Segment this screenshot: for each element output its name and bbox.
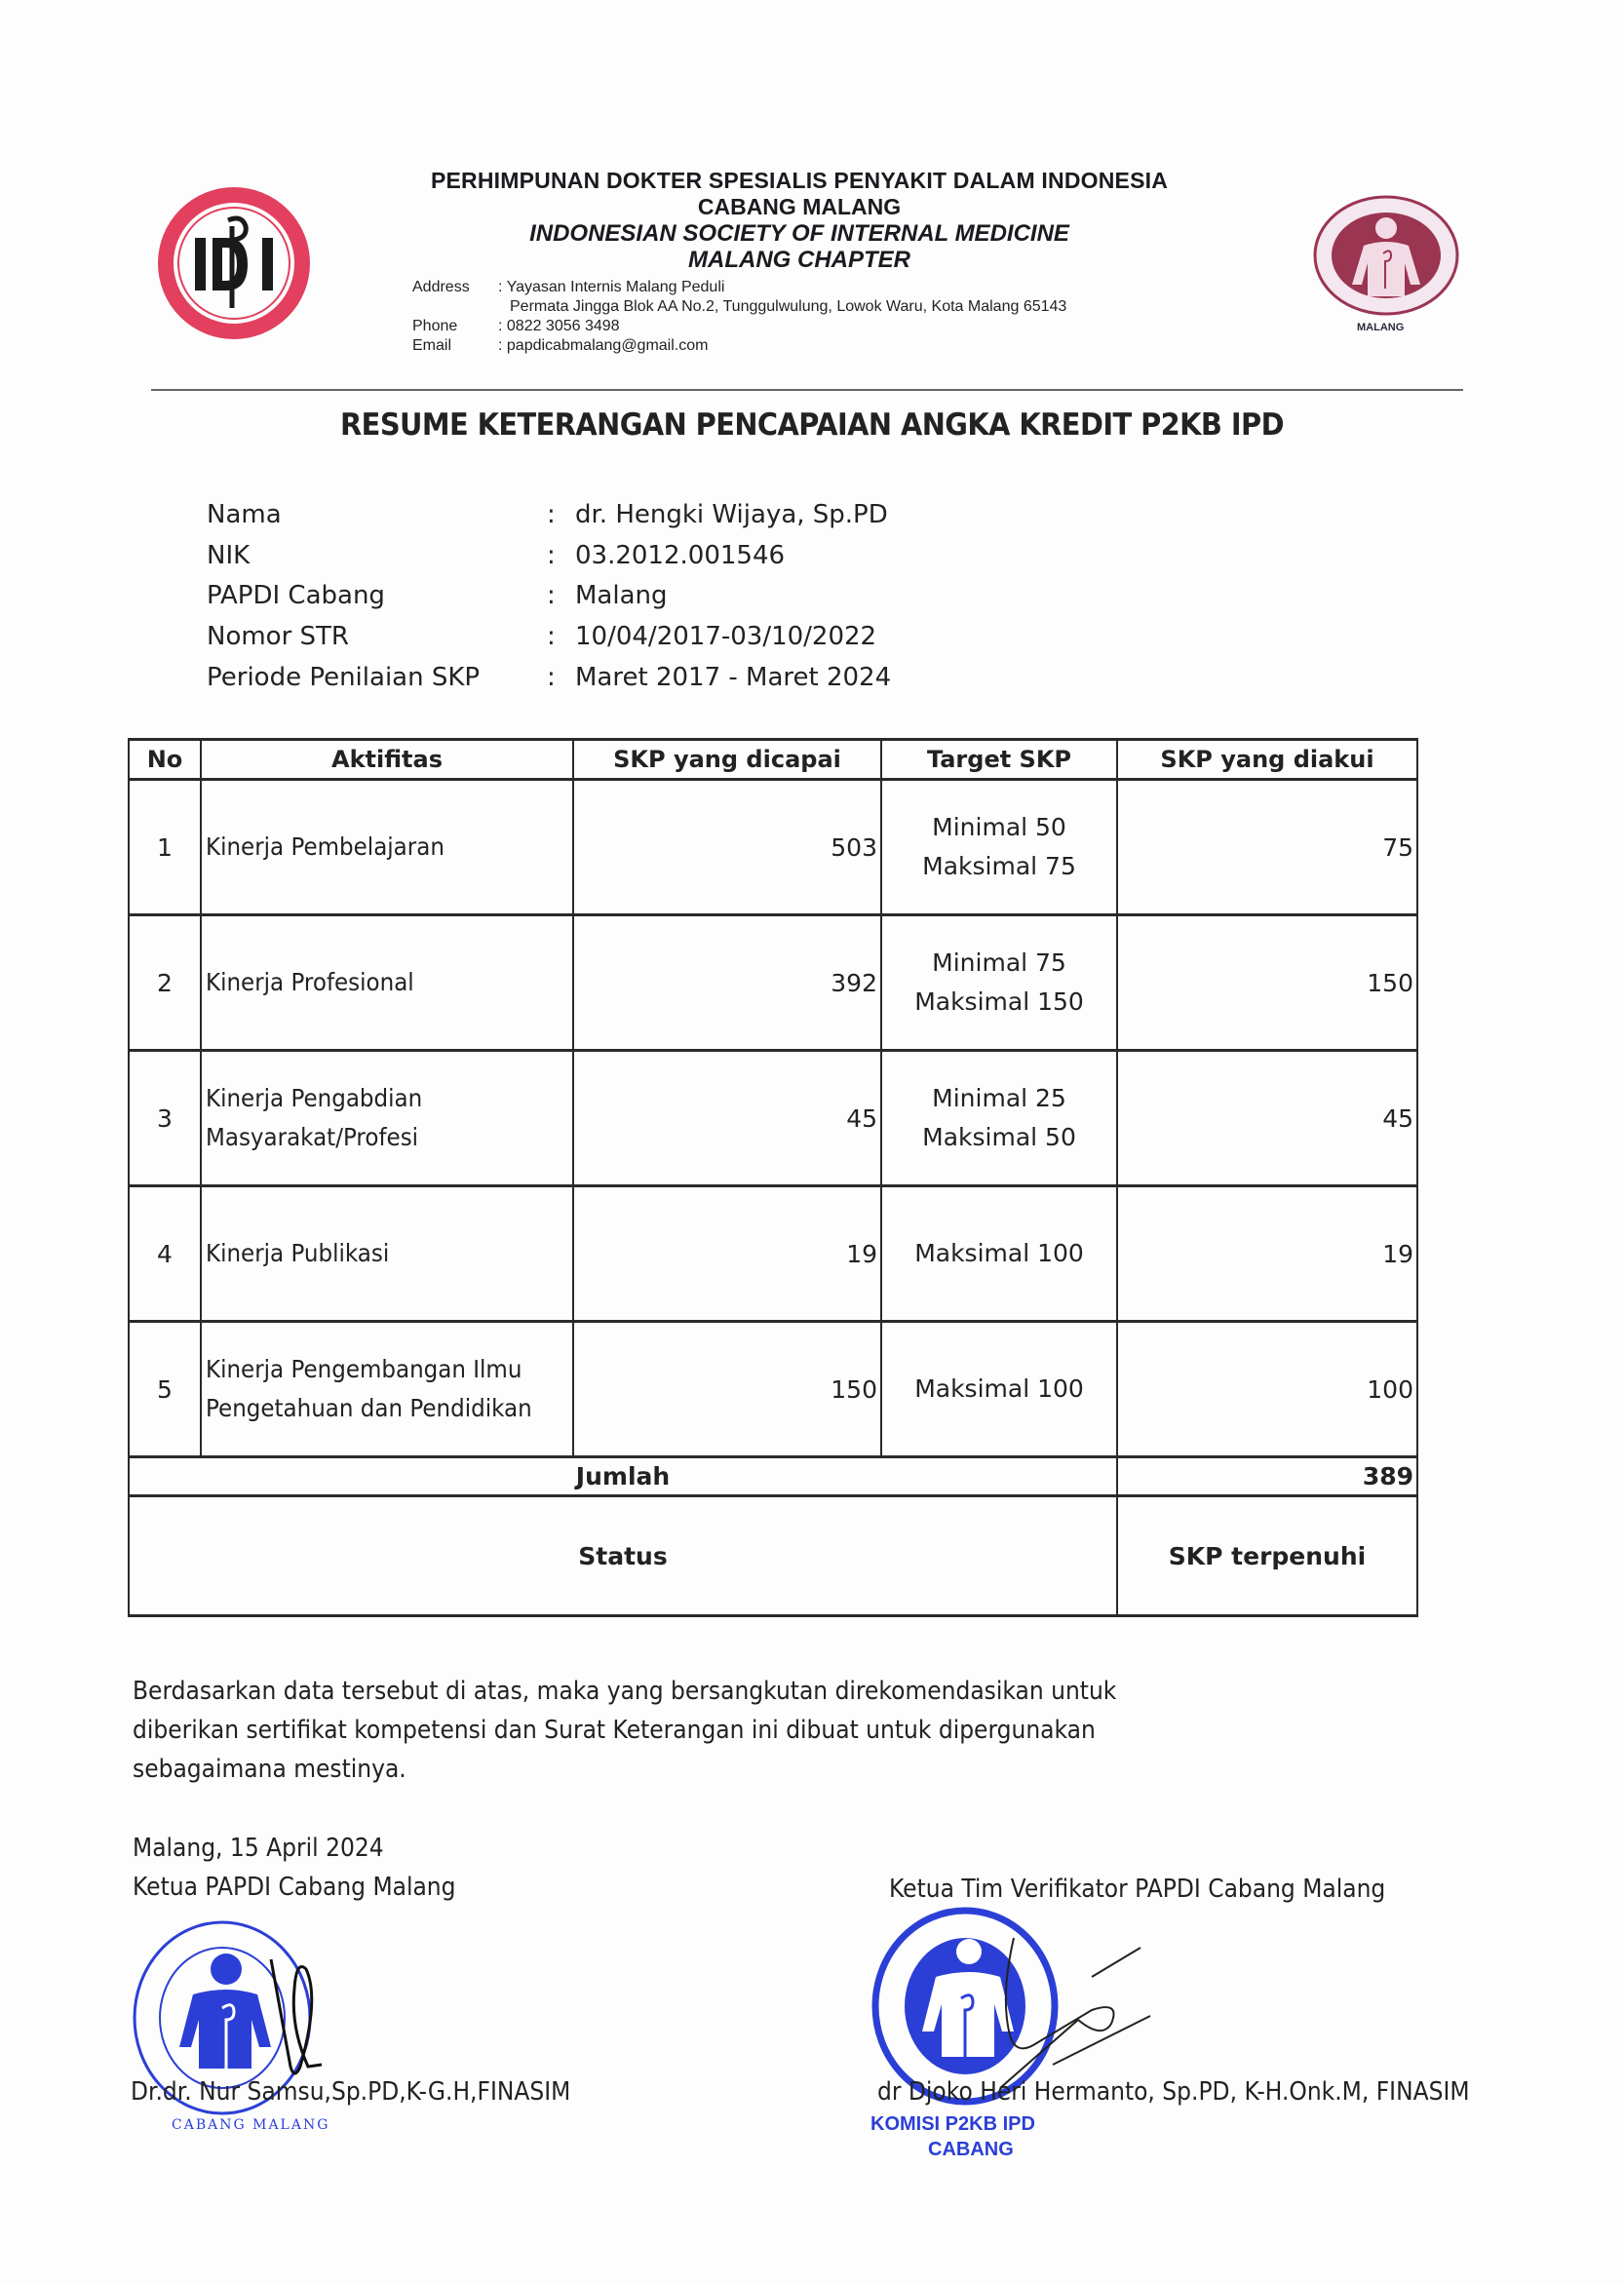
row-recognized: 150 [1117,915,1417,1051]
target-line-2: Maksimal 75 [922,852,1076,880]
info-value: 10/04/2017-03/10/2022 [575,622,877,651]
row-activity [201,780,573,915]
row-recognized: 45 [1117,1051,1417,1186]
activity-line-1: Kinerja Pembelajaran [206,832,445,861]
total-row [129,1457,1417,1496]
info-colon: : [547,500,556,529]
row-recognized: 19 [1117,1186,1417,1322]
left-signer-role: Ketua PAPDI Cabang Malang [133,1873,456,1902]
table-header-row [129,740,1417,780]
info-colon: : [547,581,556,610]
idi-logo-icon [158,187,310,339]
column-header-no: No [129,740,201,780]
activity-line-2: Pengetahuan dan Pendidikan [206,1394,532,1422]
row-number: 5 [129,1322,201,1457]
total-value: 389 [1117,1457,1417,1496]
column-header-target: Target SKP [881,740,1117,780]
header-divider [151,389,1463,391]
activity-line-1: Kinerja Publikasi [206,1239,390,1267]
email-line [412,337,708,355]
column-header-achieved: SKP yang dicapai [573,740,881,780]
row-recognized: 75 [1117,780,1417,915]
column-header-recognized: SKP yang diakui [1117,740,1417,780]
info-value: Maret 2017 - Maret 2024 [575,663,892,692]
recommendation-line-1: Berdasarkan data tersebut di atas, maka yang bersangkutan direkomendasikan untuk [133,1677,1117,1706]
row-achieved: 392 [573,915,881,1051]
info-value: Malang [575,581,668,610]
info-label: PAPDI Cabang [207,581,385,610]
activity-line-1: Kinerja Pengabdian [206,1084,423,1112]
info-colon: : [547,622,556,651]
total-label: Jumlah [129,1457,1117,1496]
right-signer-name: dr Djoko Heri Hermanto, Sp.PD, K-H.Onk.M, FINASIM [877,2077,1470,2107]
info-value: dr. Hengki Wijaya, Sp.PD [575,500,888,529]
row-achieved: 19 [573,1186,881,1322]
target-line-1: Minimal 25 [932,1084,1066,1112]
left-signature-icon [271,1959,322,2073]
left-stamp-caption: CABANG MALANG [172,2117,330,2133]
phone-label: Phone [412,318,458,334]
target-line-1: Maksimal 100 [914,1374,1084,1403]
status-label: Status [129,1496,1117,1616]
org-name-en: INDONESIAN SOCIETY OF INTERNAL MEDICINE [529,220,1069,247]
row-achieved: 45 [573,1051,881,1186]
row-activity [201,1186,573,1322]
skp-table [128,738,1416,1617]
org-name-id: PERHIMPUNAN DOKTER SPESIALIS PENYAKIT DALAM INDONESIA [430,168,1169,193]
target-line-1: Minimal 50 [932,813,1066,841]
recommendation-line-2: diberikan sertifikat kompetensi dan Surat Keterangan ini dibuat untuk dipergunakan [133,1716,1096,1745]
phone-value: : 0822 3056 3498 [498,318,620,334]
phone-line [412,318,620,335]
target-line-1: Maksimal 100 [914,1239,1084,1267]
info-label: Nomor STR [207,622,349,651]
row-number: 1 [129,780,201,915]
row-achieved: 503 [573,780,881,915]
address-line-1 [412,279,724,296]
papdi-logo-icon [1311,193,1461,320]
table-row [129,915,1417,1051]
row-target [881,1322,1117,1457]
row-recognized: 100 [1117,1322,1417,1457]
activity-line-2: Masyarakat/Profesi [206,1123,419,1151]
right-stamp-caption-2: CABANG [928,2139,1014,2160]
table-row [129,1051,1417,1186]
status-row [129,1496,1417,1616]
address-value-1: : Yayasan Internis Malang Peduli [498,279,725,295]
branch-name-id: CABANG MALANG [697,194,902,219]
info-colon: : [547,663,556,692]
target-line-1: Minimal 75 [932,948,1066,977]
activity-line-1: Kinerja Profesional [206,968,414,996]
row-number: 2 [129,915,201,1051]
row-activity [201,1051,573,1186]
email-value: : papdicabmalang@gmail.com [498,337,709,354]
info-label: Periode Penilaian SKP [207,663,481,692]
row-activity [201,915,573,1051]
row-target [881,1051,1117,1186]
target-line-2: Maksimal 150 [914,987,1084,1016]
place-date: Malang, 15 April 2024 [133,1834,384,1863]
papdi-logo-caption: MALANG [1357,322,1405,333]
address-label: Address [412,279,470,295]
address-value-2: Permata Jingga Blok AA No.2, Tunggulwulung, Lowok Waru, Kota Malang 65143 [510,298,1067,315]
right-stamp-caption-1: KOMISI P2KB IPD [870,2113,1035,2135]
row-number: 3 [129,1051,201,1186]
info-value: 03.2012.001546 [575,541,786,570]
row-activity [201,1322,573,1457]
row-number: 4 [129,1186,201,1322]
recommendation-line-3: sebagaimana mestinya. [133,1755,406,1784]
email-label: Email [412,337,452,354]
row-achieved: 150 [573,1322,881,1457]
branch-name-en: MALANG CHAPTER [688,247,910,273]
status-value: SKP terpenuhi [1117,1496,1417,1616]
table-row [129,780,1417,915]
row-target [881,780,1117,915]
table-row [129,1186,1417,1322]
right-signer-role: Ketua Tim Verifikator PAPDI Cabang Malang [889,1875,1386,1904]
left-signer-name: Dr.dr. Nur Samsu,Sp.PD,K-G.H,FINASIM [131,2077,571,2107]
target-line-2: Maksimal 50 [922,1123,1076,1151]
row-target [881,1186,1117,1322]
info-label: NIK [207,541,251,570]
info-colon: : [547,541,556,570]
column-header-activity: Aktifitas [201,740,573,780]
table-row [129,1322,1417,1457]
info-label: Nama [207,500,282,529]
activity-line-1: Kinerja Pengembangan Ilmu [206,1355,522,1383]
document-title: RESUME KETERANGAN PENCAPAIAN ANGKA KREDIT P2KB IPD [340,407,1284,443]
row-target [881,915,1117,1051]
